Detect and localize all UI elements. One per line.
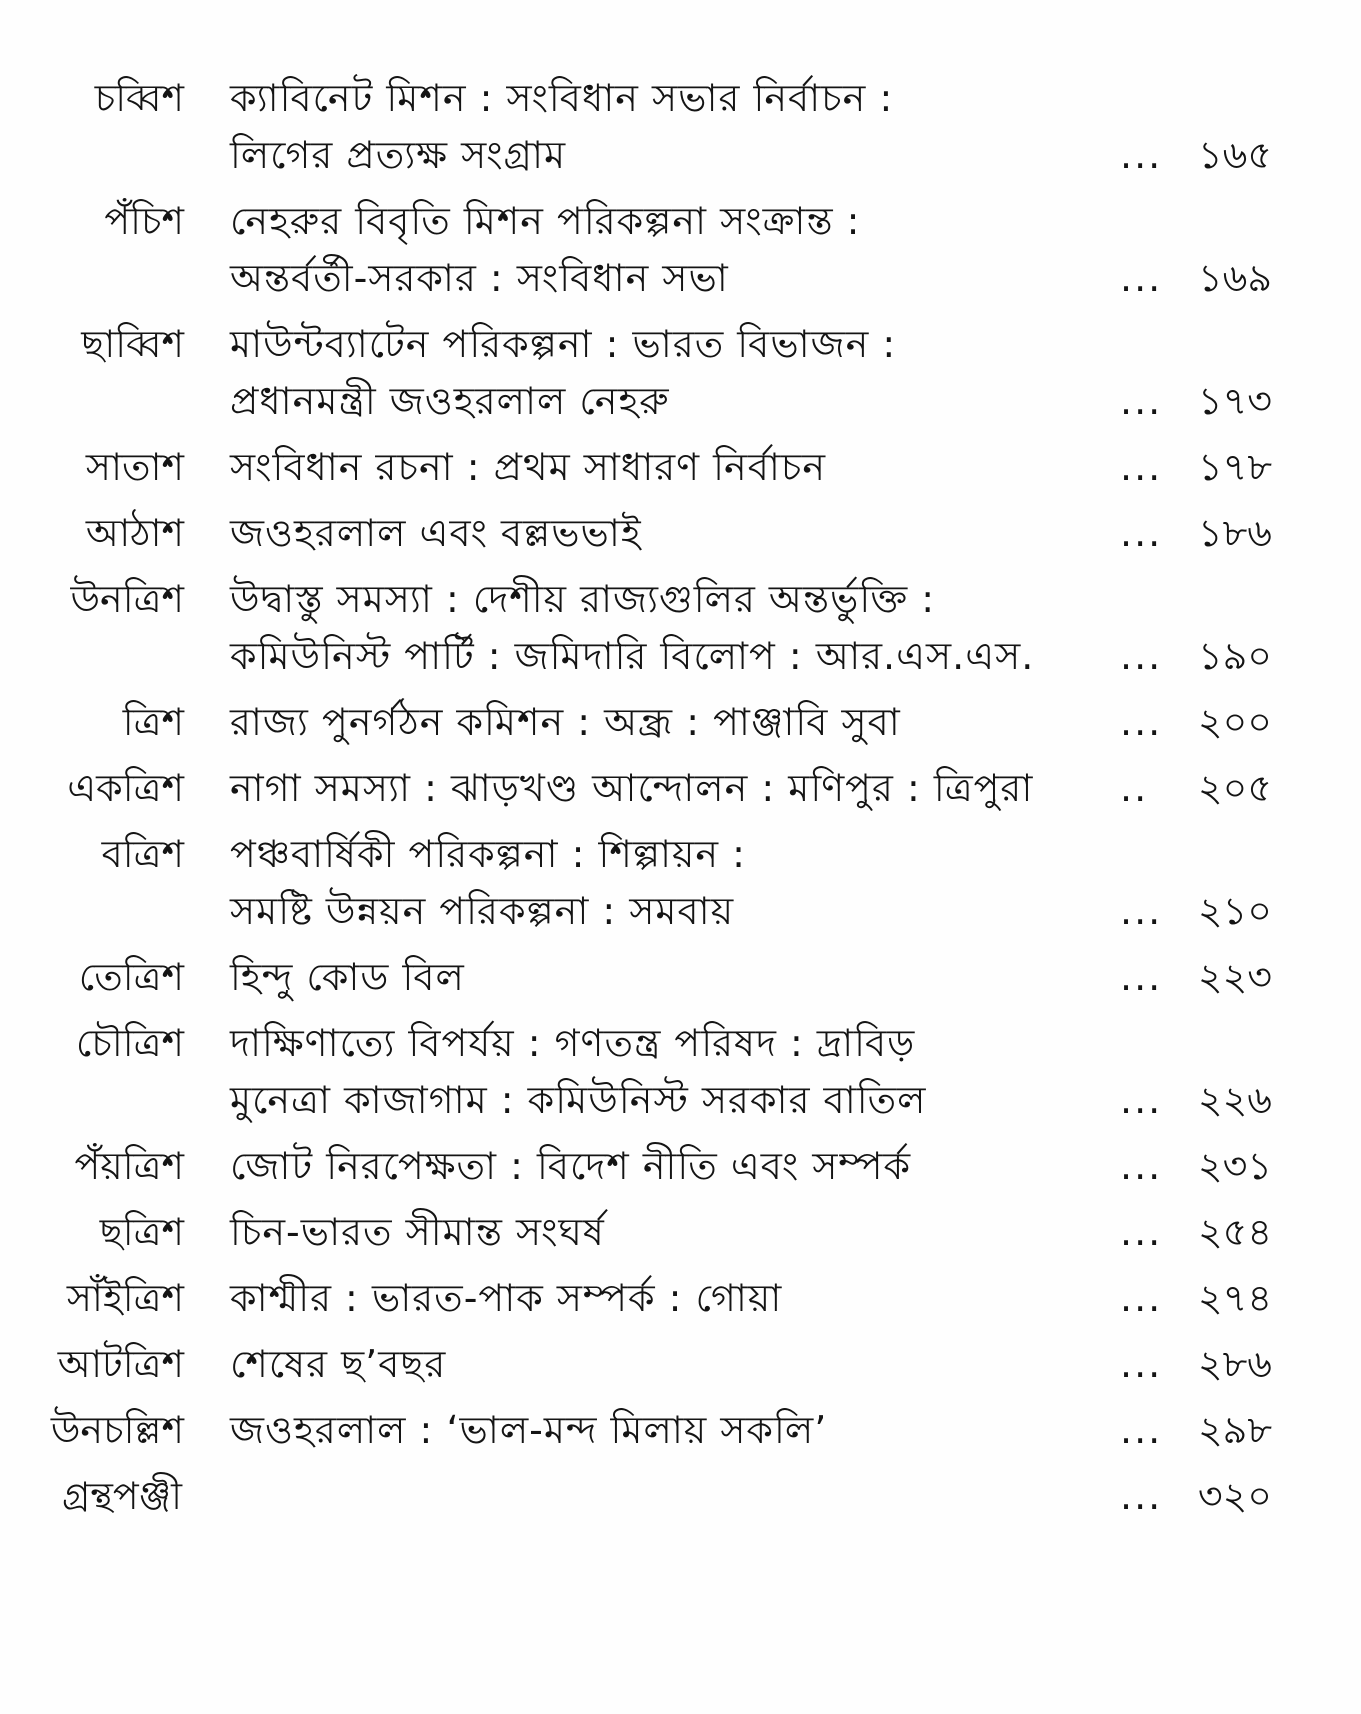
chapter-title: হিন্দু কোড বিল — [230, 955, 465, 999]
chapter-title: পঞ্চবার্ষিকী পরিকল্পনা : শিল্পায়ন : — [230, 832, 746, 876]
page-number: ২২৩ — [1197, 955, 1272, 999]
leader-dots: ... — [1120, 700, 1163, 744]
page-number: ২১০ — [1197, 889, 1272, 933]
toc-entry — [0, 505, 1361, 562]
chapter-number: ছাব্বিশ — [81, 322, 184, 366]
leader-dots: ... — [1120, 511, 1163, 555]
leader-dots: ... — [1120, 1210, 1163, 1254]
page-number: ১৭৩ — [1197, 379, 1272, 423]
toc-line — [0, 1138, 1361, 1195]
toc-entry — [0, 1468, 1361, 1525]
leader-dots: ... — [1120, 133, 1163, 177]
leader-dots: ... — [1120, 256, 1163, 300]
chapter-number: উনচল্লিশ — [50, 1408, 184, 1452]
page-number: ২৮৬ — [1197, 1342, 1272, 1386]
page-number: ২২৬ — [1197, 1078, 1272, 1122]
toc-entry — [0, 694, 1361, 751]
toc-line — [0, 1015, 1361, 1072]
leader-dots: ... — [1120, 379, 1163, 423]
chapter-number: একত্রিশ — [67, 766, 184, 810]
leader-dots: .. — [1120, 766, 1149, 810]
chapter-number: পঁচিশ — [104, 199, 184, 243]
chapter-number: চৌত্রিশ — [75, 1021, 184, 1065]
page-number: ১৭৮ — [1197, 445, 1272, 489]
chapter-title: চিন-ভারত সীমান্ত সংঘর্ষ — [230, 1210, 605, 1254]
leader-dots: ... — [1120, 445, 1163, 489]
toc-line — [0, 1402, 1361, 1459]
toc-line — [0, 70, 1361, 127]
chapter-title: শেষের ছ’বছর — [230, 1342, 447, 1386]
page-number: ১৬৯ — [1197, 256, 1272, 300]
chapter-title: রাজ্য পুনর্গঠন কমিশন : অন্ধ্র : পাঞ্জাবি সুবা — [230, 700, 901, 744]
toc-line — [0, 760, 1361, 817]
toc-entry — [0, 1402, 1361, 1459]
chapter-title: সমষ্টি উন্নয়ন পরিকল্পনা : সমবায় — [230, 889, 735, 933]
chapter-title: জোট নিরপেক্ষতা : বিদেশ নীতি এবং সম্পর্ক — [230, 1144, 912, 1188]
toc-line — [0, 1468, 1361, 1525]
table-of-contents — [0, 70, 1361, 1534]
toc-entry — [0, 439, 1361, 496]
page-number: ৩২০ — [1197, 1474, 1272, 1518]
toc-line — [0, 373, 1361, 430]
leader-dots: ... — [1120, 955, 1163, 999]
chapter-title: জওহরলাল এবং বল্লভভাই — [230, 511, 642, 555]
toc-line — [0, 628, 1361, 685]
chapter-number: পঁয়ত্রিশ — [74, 1144, 184, 1188]
chapter-title: ক্যাবিনেট মিশন : সংবিধান সভার নির্বাচন : — [230, 76, 894, 120]
chapter-number: তেত্রিশ — [78, 955, 184, 999]
toc-line — [0, 316, 1361, 373]
page-number: ১৮৬ — [1197, 511, 1272, 555]
leader-dots: ... — [1120, 1408, 1163, 1452]
toc-entry — [0, 193, 1361, 307]
toc-entry — [0, 571, 1361, 685]
leader-dots: ... — [1120, 1078, 1163, 1122]
chapter-number: ত্রিশ — [122, 700, 184, 744]
chapter-number: আঠাশ — [85, 511, 184, 555]
toc-entry — [0, 1204, 1361, 1261]
toc-line — [0, 439, 1361, 496]
chapter-number: বত্রিশ — [101, 832, 184, 876]
toc-line — [0, 1336, 1361, 1393]
chapter-number: গ্রন্থপঞ্জী — [62, 1474, 183, 1518]
leader-dots: ... — [1120, 634, 1163, 678]
page-number: ২৯৮ — [1197, 1408, 1272, 1452]
page-number: ২৭৪ — [1197, 1276, 1272, 1320]
page-number: ২০০ — [1197, 700, 1272, 744]
toc-line — [0, 1270, 1361, 1327]
chapter-title: নাগা সমস্যা : ঝাড়খণ্ড আন্দোলন : মণিপুর : ত্রিপুরা — [230, 766, 1034, 810]
toc-entry — [0, 949, 1361, 1006]
toc-entry — [0, 1270, 1361, 1327]
toc-line — [0, 127, 1361, 184]
chapter-number: উনত্রিশ — [70, 577, 184, 621]
chapter-number: সাতাশ — [85, 445, 184, 489]
page-number: ১৬৫ — [1197, 133, 1272, 177]
page-number: ২৫৪ — [1197, 1210, 1272, 1254]
toc-line — [0, 949, 1361, 1006]
chapter-title: অন্তর্বর্তী-সরকার : সংবিধান সভা — [230, 256, 729, 300]
toc-line — [0, 571, 1361, 628]
toc-line — [0, 694, 1361, 751]
toc-entry — [0, 1015, 1361, 1129]
leader-dots: ... — [1120, 1144, 1163, 1188]
chapter-title: লিগের প্রত্যক্ষ সংগ্রাম — [230, 133, 567, 177]
chapter-title: প্রধানমন্ত্রী জওহরলাল নেহরু — [230, 379, 670, 423]
page-number: ২৩১ — [1197, 1144, 1272, 1188]
chapter-title: জওহরলাল : ‘ভাল-মন্দ মিলায় সকলি’ — [230, 1408, 828, 1452]
chapter-title: দাক্ষিণাত্যে বিপর্যয় : গণতন্ত্র পরিষদ : দ্রাবিড় — [230, 1021, 916, 1065]
chapter-title: নেহরুর বিবৃতি মিশন পরিকল্পনা সংক্রান্ত : — [230, 199, 861, 243]
chapter-number: আটত্রিশ — [57, 1342, 184, 1386]
page-number: ১৯০ — [1197, 634, 1272, 678]
chapter-title: সংবিধান রচনা : প্রথম সাধারণ নির্বাচন — [230, 445, 827, 489]
chapter-title: মুনেত্রা কাজাগাম : কমিউনিস্ট সরকার বাতিল — [230, 1078, 927, 1122]
toc-entry — [0, 70, 1361, 184]
chapter-number: ছত্রিশ — [99, 1210, 184, 1254]
toc-entry — [0, 760, 1361, 817]
toc-line — [0, 883, 1361, 940]
chapter-number: চব্বিশ — [94, 76, 184, 120]
leader-dots: ... — [1120, 1474, 1163, 1518]
leader-dots: ... — [1120, 1276, 1163, 1320]
toc-line — [0, 826, 1361, 883]
toc-line — [0, 250, 1361, 307]
toc-entry — [0, 826, 1361, 940]
toc-entry — [0, 1336, 1361, 1393]
toc-line — [0, 505, 1361, 562]
toc-entry — [0, 316, 1361, 430]
leader-dots: ... — [1120, 889, 1163, 933]
chapter-title: কাশ্মীর : ভারত-পাক সম্পর্ক : গোয়া — [230, 1276, 783, 1320]
chapter-title: মাউন্টব্যাটেন পরিকল্পনা : ভারত বিভাজন : — [230, 322, 897, 366]
chapter-title: কমিউনিস্ট পার্টি : জমিদারি বিলোপ : আর.এস.এস. — [230, 634, 1035, 678]
toc-line — [0, 1204, 1361, 1261]
chapter-number: সাঁইত্রিশ — [66, 1276, 184, 1320]
toc-line — [0, 1072, 1361, 1129]
leader-dots: ... — [1120, 1342, 1163, 1386]
page-number: ২০৫ — [1197, 766, 1272, 810]
toc-entry — [0, 1138, 1361, 1195]
toc-line — [0, 193, 1361, 250]
chapter-title: উদ্বাস্তু সমস্যা : দেশীয় রাজ্যগুলির অন্তর্ভুক্তি : — [230, 577, 936, 621]
